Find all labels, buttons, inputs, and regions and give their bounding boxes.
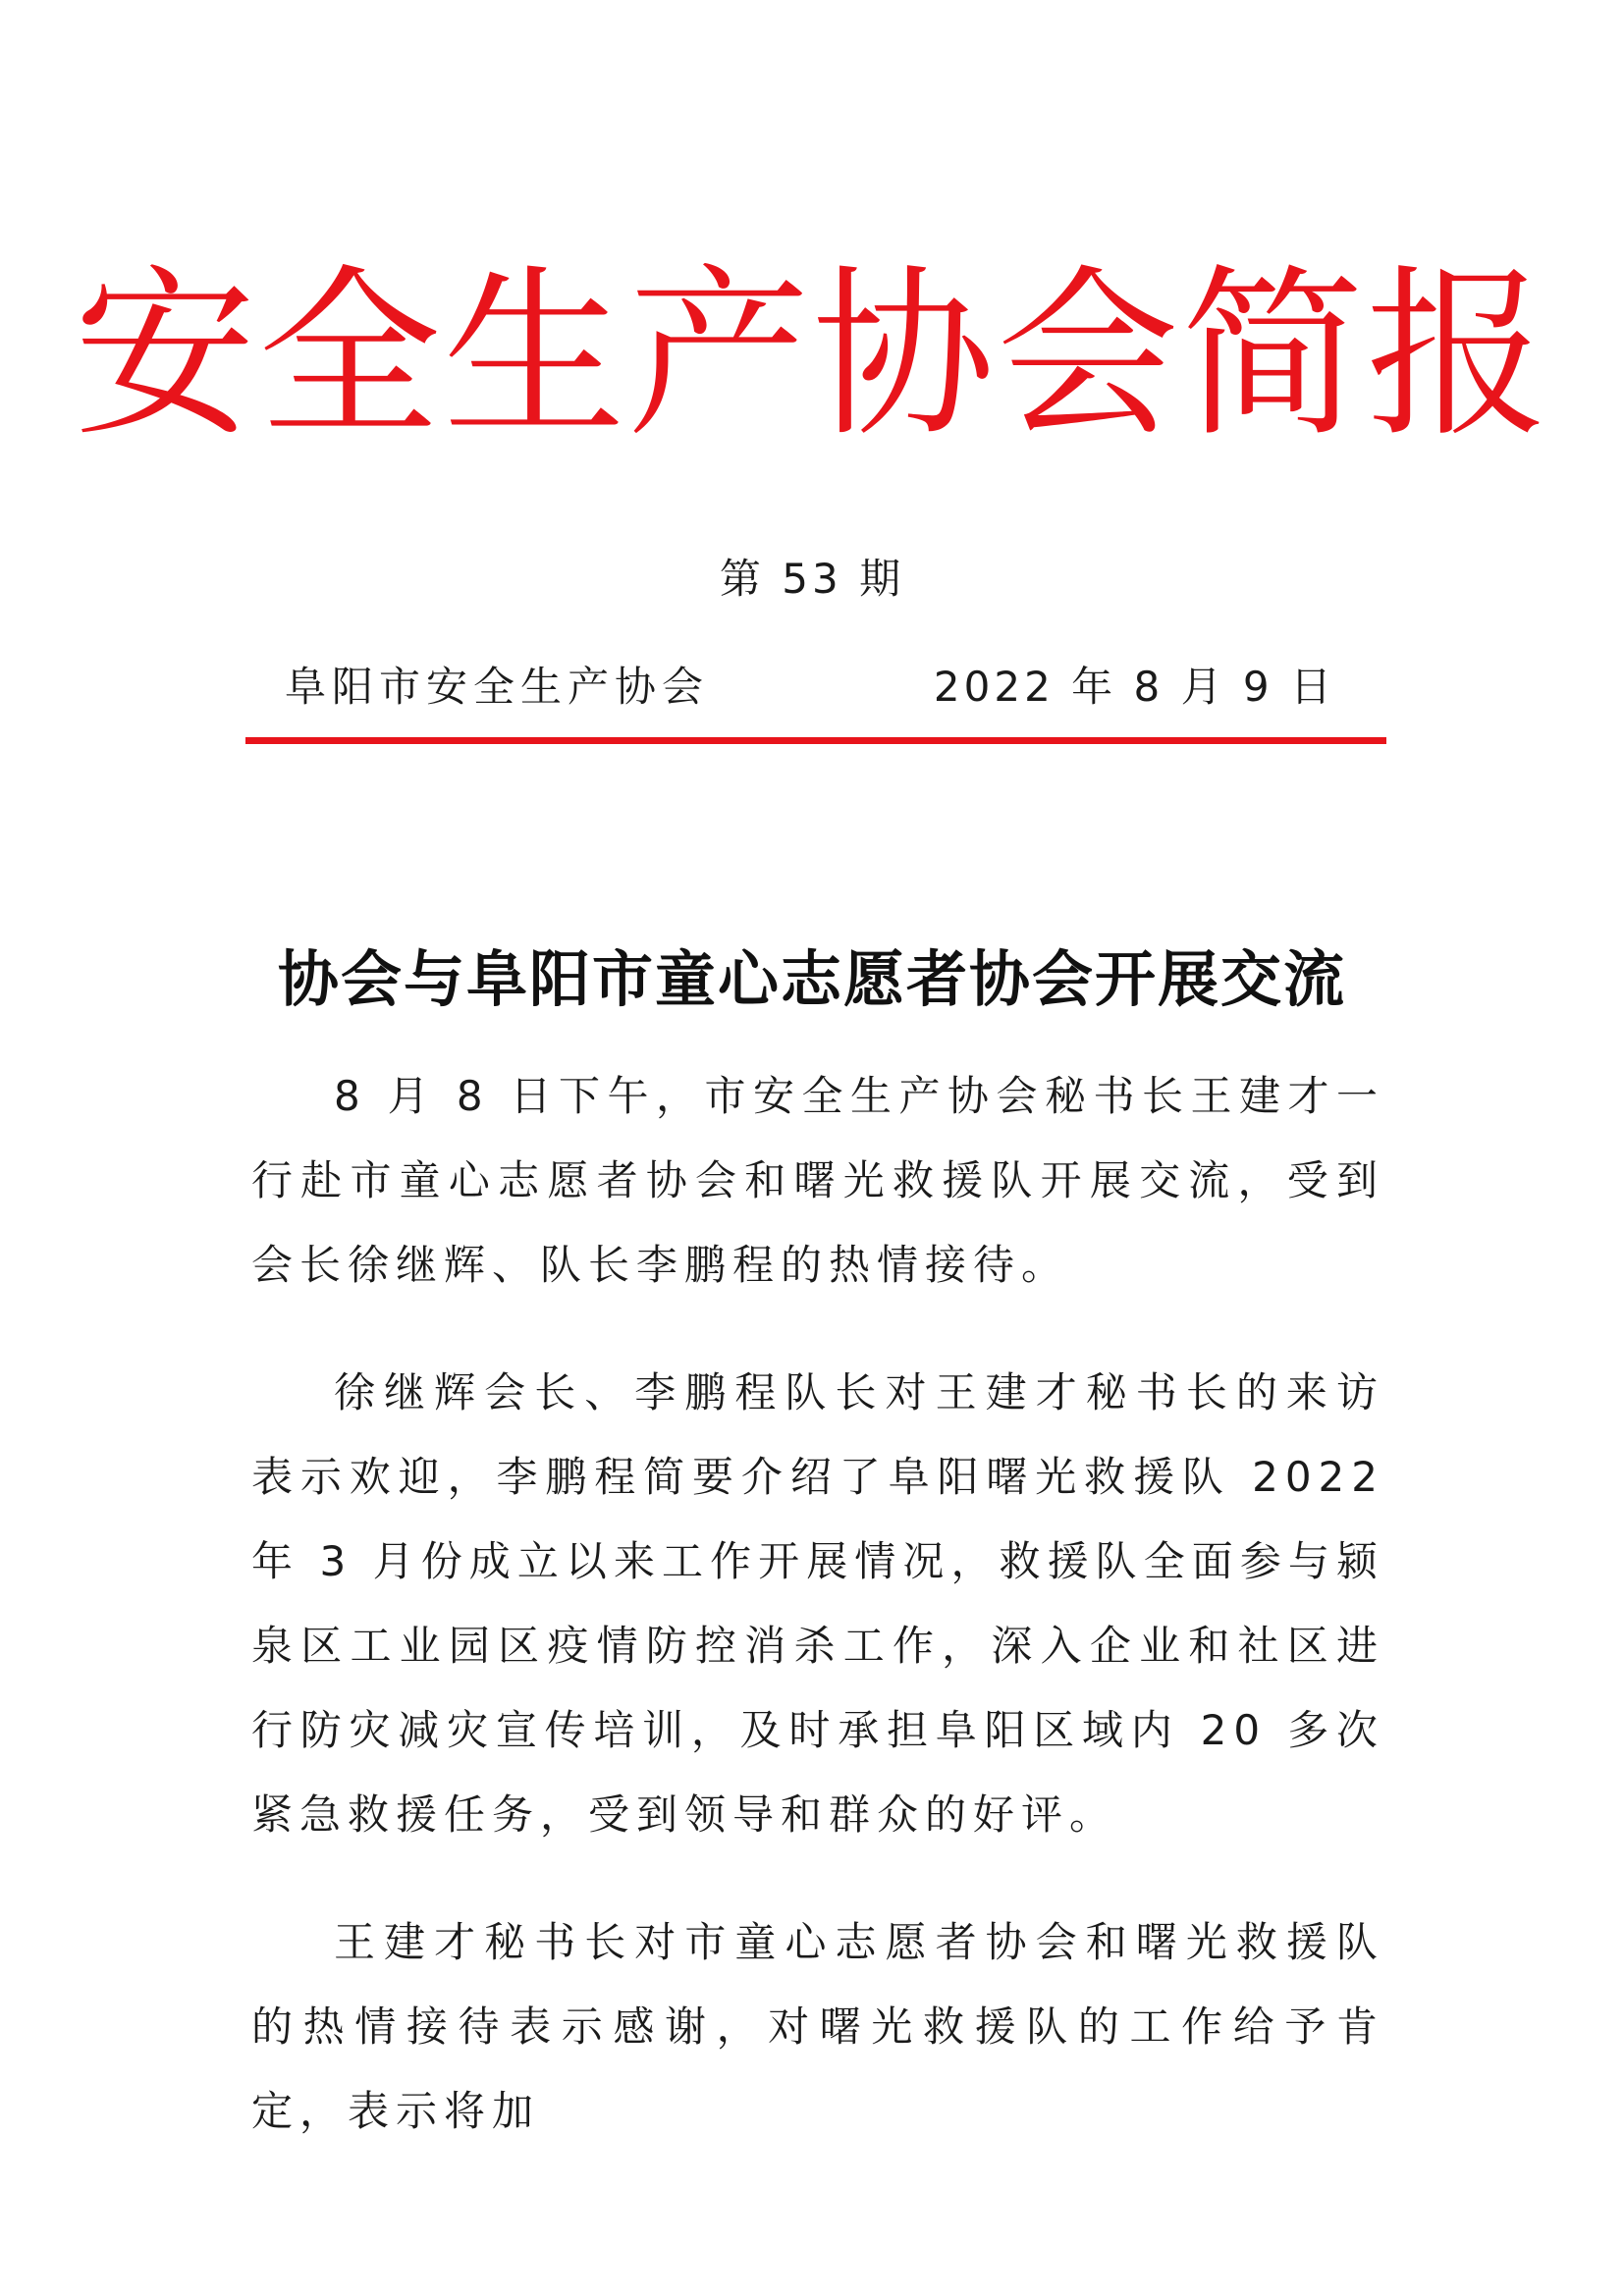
issue-date: 2022 年 8 月 9 日 <box>933 663 1335 711</box>
article-paragraph: 徐继辉会长、李鹏程队长对王建才秘书长的来访表示欢迎，李鹏程简要介绍了阜阳曙光救援队 2022 年 3 月份成立以来工作开展情况，救援队全面参与颍泉区工业园区疫情防控消杀工作，深入企业和社区进行防灾减灾宣传培训，及时承担阜阳区域内 20 多次紧急救援任务，受到领导和群众的好评。 <box>251 1368 1384 1839</box>
red-divider-line <box>245 737 1386 744</box>
issue-number: 第 53 期 <box>719 555 905 603</box>
masthead-title: 安全生产协会简报 <box>73 248 1550 461</box>
article-body <box>251 1054 1384 2197</box>
article-paragraph: 8 月 8 日下午，市安全生产协会秘书长王建才一行赴市童心志愿者协会和曙光救援队开展交流，受到会长徐继辉、队长李鹏程的热情接待。 <box>251 1072 1384 1289</box>
article-paragraph: 王建才秘书长对市童心志愿者协会和曙光救援队的热情接待表示感谢，对曙光救援队的工作给予肯定，表示将加 <box>251 1918 1384 2135</box>
issuing-organization: 阜阳市安全生产协会 <box>285 663 710 711</box>
article-title: 协会与阜阳市童心志愿者协会开展交流 <box>277 942 1346 1015</box>
